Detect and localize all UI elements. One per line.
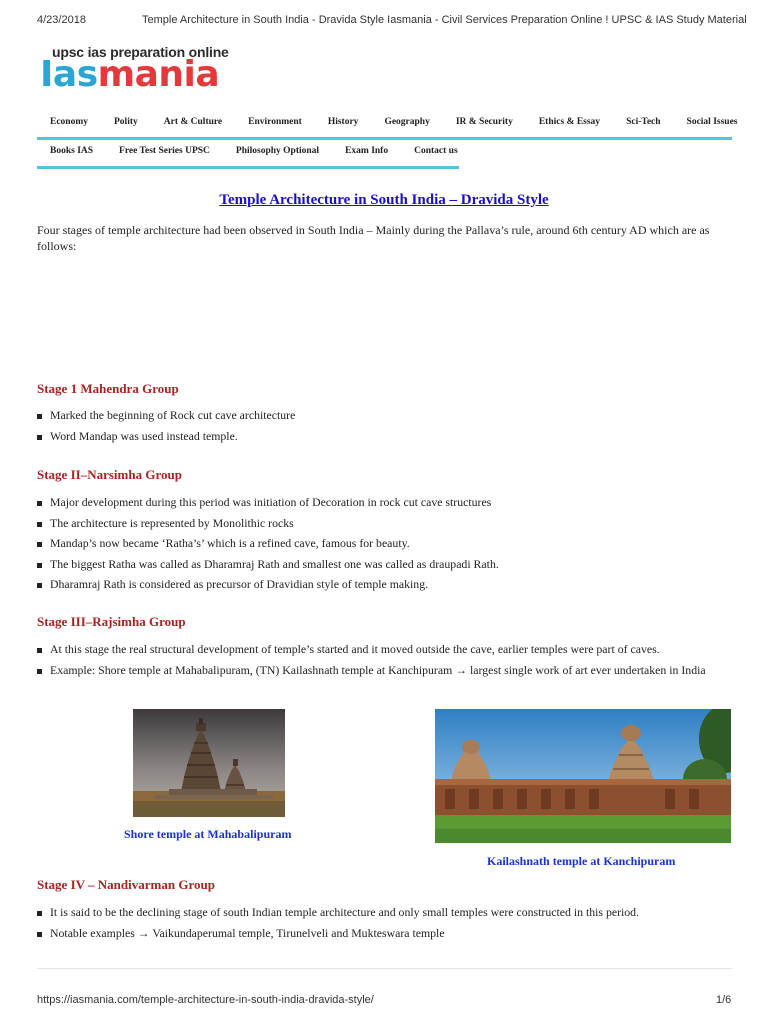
stage-1-list [37, 405, 295, 446]
print-page-number: 1/6 [716, 994, 732, 1006]
nav-item-books-ias[interactable]: Books IAS [50, 146, 94, 156]
list-item: It is said to be the declining stage of south Indian temple architecture and only small temples were constructed in this period. [37, 902, 639, 923]
stage-3-list [37, 639, 706, 680]
list-item: Marked the beginning of Rock cut cave architecture [37, 405, 295, 426]
list-item: Major development during this period was initiation of Decoration in rock cut cave structures [37, 492, 499, 513]
list-item: Mandap’s now became ‘Ratha’s’ which is a refined cave, famous for beauty. [37, 533, 499, 554]
list-item: At this stage the real structural development of temple’s started and it moved outside the cave, earlier temples were part of caves. [37, 639, 706, 660]
stage-4-list [37, 902, 639, 943]
list-item: The biggest Ratha was called as Dharamraj Rath and smallest one was called as draupadi Rath. [37, 554, 499, 575]
nav-item-social-issues[interactable]: Social Issues [686, 117, 738, 127]
list-item: Notable examples → Vaikundaperumal temple, Tirunelveli and Mukteswara temple [37, 923, 639, 944]
list-item: Word Mandap was used instead temple. [37, 426, 295, 447]
article-title[interactable]: Temple Architecture in South India – Dravida Style [219, 192, 549, 208]
content-divider [37, 968, 732, 969]
list-item: The architecture is represented by Monolithic rocks [37, 513, 499, 534]
list-item: Example: Shore temple at Mahabalipuram, (TN) Kailashnath temple at Kanchipuram → largest single work of art ever undertaken in India [37, 660, 706, 681]
nav-item-geography[interactable]: Geography [384, 117, 430, 127]
logo-tagline: upsc ias preparation online [52, 44, 229, 60]
nav-item-economy[interactable]: Economy [50, 117, 88, 127]
stage-2-list [37, 492, 499, 595]
stage-2-heading: Stage II–Narsimha Group [37, 467, 182, 482]
shore-temple-caption: Shore temple at Mahabalipuram [124, 827, 292, 841]
logo-brand-ias: Ias [40, 54, 98, 95]
logo-wordmark [40, 54, 219, 96]
print-date: 4/23/2018 [37, 14, 86, 26]
print-url: https://iasmania.com/temple-architecture-in-south-india-dravida-style/ [37, 994, 374, 1006]
shore-temple-image [133, 709, 285, 817]
main-nav-secondary [37, 136, 459, 169]
nav-item-contact-us[interactable]: Contact us [414, 146, 458, 156]
nav-item-ethics-essay[interactable]: Ethics & Essay [538, 117, 601, 127]
site-logo[interactable] [40, 44, 240, 96]
nav-item-sci-tech[interactable]: Sci-Tech [626, 117, 661, 127]
article-intro: Four stages of temple architecture had been observed in South India – Mainly during the Pallava’s rule, around 6th century AD which are as follows: [37, 223, 710, 253]
list-item: Dharamraj Rath is considered as precursor of Dravidian style of temple making. [37, 574, 499, 595]
kailashnath-temple-image [435, 709, 731, 843]
nav-item-history[interactable]: History [327, 117, 359, 127]
nav-item-polity[interactable]: Polity [114, 117, 138, 127]
nav-item-environment[interactable]: Environment [248, 117, 302, 127]
stage-1-heading: Stage 1 Mahendra Group [37, 381, 179, 396]
nav-item-free-test-series[interactable]: Free Test Series UPSC [119, 146, 210, 156]
nav-item-art-culture[interactable]: Art & Culture [163, 117, 223, 127]
nav-item-ir-security[interactable]: IR & Security [455, 117, 513, 127]
stage-4-heading: Stage IV – Nandivarman Group [37, 877, 215, 892]
nav-item-exam-info[interactable]: Exam Info [345, 146, 389, 156]
print-document-title: Temple Architecture in South India - Dravida Style Iasmania - Civil Services Preparation Online ! UPSC & IAS Study Material [142, 14, 747, 26]
kailashnath-temple-caption: Kailashnath temple at Kanchipuram [487, 854, 676, 868]
nav-item-philosophy-optional[interactable]: Philosophy Optional [235, 146, 320, 156]
logo-brand-mania: mania [97, 54, 220, 95]
stage-3-heading: Stage III–Rajsimha Group [37, 614, 186, 629]
